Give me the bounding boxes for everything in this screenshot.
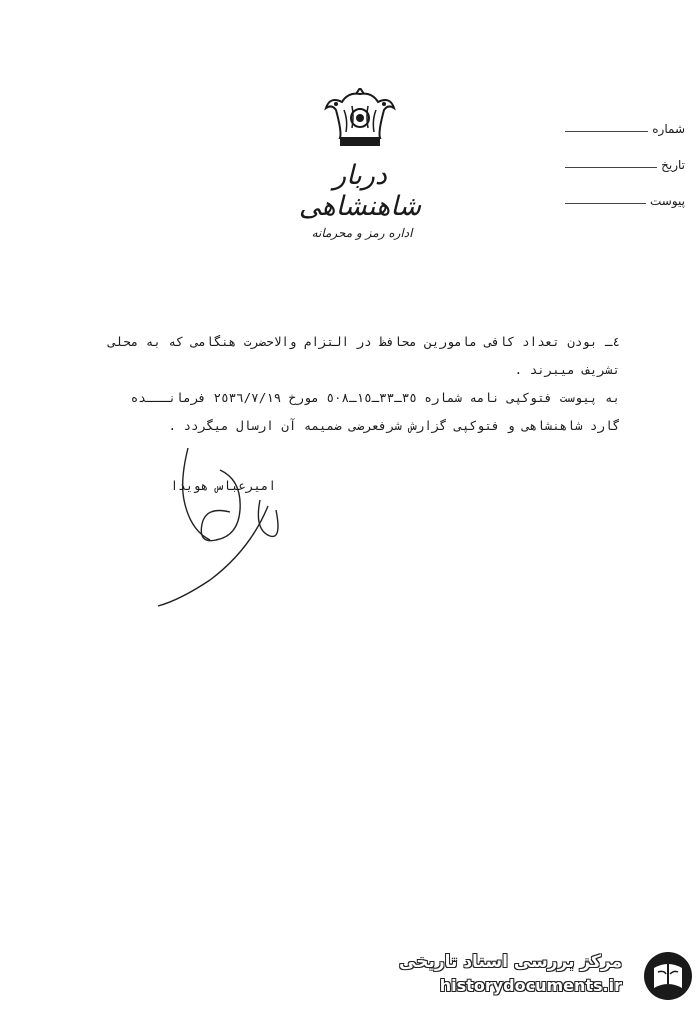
attachment-line: [565, 203, 646, 204]
number-field: [565, 100, 685, 136]
body-line: ٤ـ بودن تعداد کافی مامورین محافظ در التزام والاحضرت هنگامی که به محلی: [108, 334, 620, 349]
royal-crown-emblem: [318, 88, 402, 154]
number-line: [565, 131, 648, 132]
letterhead-title: دربار شاهنشاهی: [298, 160, 422, 222]
body-line: گارد شاهنشاهی و فتوکپی گزارش شرفعرضی ضمیمه آن ارسال میگردد .: [168, 418, 620, 433]
signatory-name: امیرعباس هویدا: [170, 478, 276, 493]
letterhead-subtitle: اداره رمز و محرمانه: [311, 226, 413, 240]
date-field: [565, 136, 685, 172]
letter-body: [60, 328, 620, 440]
archive-logo-icon: [642, 950, 694, 1002]
watermark-title: مرکز بررسی اسناد تاریخی: [399, 952, 622, 972]
body-line: تشریف میبرند .: [514, 362, 620, 377]
handwritten-signature: [150, 440, 320, 610]
date-label: تاریخ: [661, 158, 685, 172]
document-meta-fields: [565, 100, 685, 208]
attachment-field: [565, 172, 685, 208]
archive-watermark: [399, 948, 698, 1004]
watermark-url: historydocuments.ir: [439, 976, 622, 995]
attachment-label: پیوست: [650, 194, 685, 208]
date-line: [565, 167, 657, 168]
body-line: به پیوست فتوکپی نامه شماره ٣٥ـ٣٣ـ١٥ـ٥٠٨ مورخ ٢٥٣٦/٧/١٩ فرمانـــده: [130, 390, 620, 405]
number-label: شماره: [652, 122, 685, 136]
